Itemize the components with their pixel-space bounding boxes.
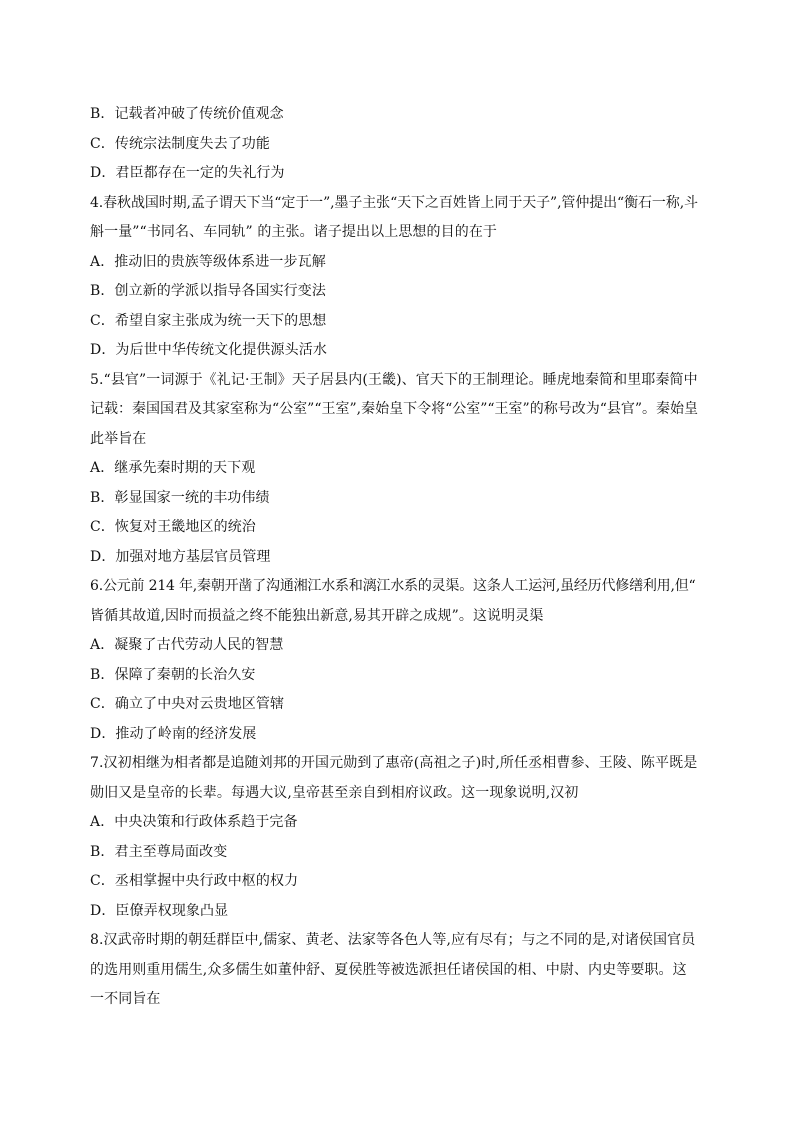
option-b: B．保障了秦朝的长治久安 bbox=[90, 666, 256, 683]
option-a: A．继承先秦时期的天下观 bbox=[90, 460, 256, 476]
question-stem-line: 7.汉初相继为相者都是追随刘邦的开国元勋到了惠帝(高祖之子)时,所任丞相曹参、王陵、陈平既是 bbox=[90, 755, 698, 771]
option-a: A．推动旧的贵族等级体系进一步瓦解 bbox=[90, 253, 326, 270]
option-b: B．记载者冲破了传统价值观念 bbox=[90, 106, 284, 122]
option-d: D．臣僚弄权现象凸显 bbox=[90, 902, 229, 919]
question-stem-line: 6.公元前 214 年,秦朝开凿了沟通湘江水系和漓江水系的灵渠。这条人工运河,虽经历代修缮利用,但“ bbox=[90, 578, 696, 594]
question-8 bbox=[90, 926, 700, 1015]
question-stem-line: 5.“县官”一词源于《礼记·王制》天子居县内(王畿)、官天下的王制理论。睡虎地秦简和里耶秦简中 bbox=[90, 371, 698, 388]
option-c: C．丞相掌握中央行政中枢的权力 bbox=[90, 873, 299, 889]
option-b: B．彰显国家一统的丰功伟绩 bbox=[90, 489, 270, 506]
question-stem-line: 一不同旨在 bbox=[90, 991, 161, 1007]
question-6 bbox=[90, 572, 700, 749]
question-stem-line: 记载：秦国国君及其家室称为“公室”“王室”,秦始皇下令将“公室”“王室”的称号改为“县官”。秦始皇 bbox=[90, 401, 699, 417]
question-stem-line: 斛一量”“书同名、车同轨” 的主张。诸子提出以上思想的目的在于 bbox=[90, 224, 498, 240]
option-a: A．中央决策和行政体系趋于完备 bbox=[90, 814, 298, 830]
question-stem-line: 8.汉武帝时期的朝廷群臣中,儒家、黄老、法家等各色人等,应有尽有；与之不同的是,对诸侯国官员 bbox=[90, 932, 696, 948]
question-5 bbox=[90, 366, 700, 573]
option-d: D．推动了岭南的经济发展 bbox=[90, 725, 257, 742]
option-d: D．加强对地方基层官员管理 bbox=[90, 548, 271, 565]
question-7 bbox=[90, 749, 700, 926]
question-stem-line: 4.春秋战国时期,孟子谓天下当“定于一”,墨子主张“天下之百姓皆上同于天子”,管仲提出“衡石一称,斗 bbox=[90, 194, 698, 211]
previous-question-options bbox=[90, 100, 700, 189]
option-a: A．凝聚了古代劳动人民的智慧 bbox=[90, 637, 284, 653]
question-stem-line: 此举旨在 bbox=[90, 430, 147, 447]
option-d: D．为后世中华传统文化提供源头活水 bbox=[90, 342, 327, 358]
option-c: C．确立了中央对云贵地区管辖 bbox=[90, 696, 285, 712]
option-b: B．君主至尊局面改变 bbox=[90, 843, 228, 860]
question-stem-line: 勋旧又是皇帝的长辈。每遇大议,皇帝甚至亲自到相府议政。这一现象说明,汉初 bbox=[90, 784, 579, 801]
option-b: B．创立新的学派以指导各国实行变法 bbox=[90, 283, 326, 299]
page-content bbox=[90, 100, 700, 1015]
option-c: C．希望自家主张成为统一天下的思想 bbox=[90, 312, 327, 329]
option-c: C．恢复对王畿地区的统治 bbox=[90, 519, 256, 535]
question-stem-line: 的选用则重用儒生,众多儒生如董仲舒、夏侯胜等被选派担任诸侯国的相、中尉、内史等要职。这 bbox=[90, 961, 687, 978]
question-stem-line: 皆循其故道,因时而损益之终不能独出新意,易其开辟之成规”。这说明灵渠 bbox=[90, 607, 544, 624]
option-c: C．传统宗法制度失去了功能 bbox=[90, 135, 271, 152]
option-d: D．君臣都存在一定的失礼行为 bbox=[90, 165, 285, 181]
question-4 bbox=[90, 189, 700, 366]
